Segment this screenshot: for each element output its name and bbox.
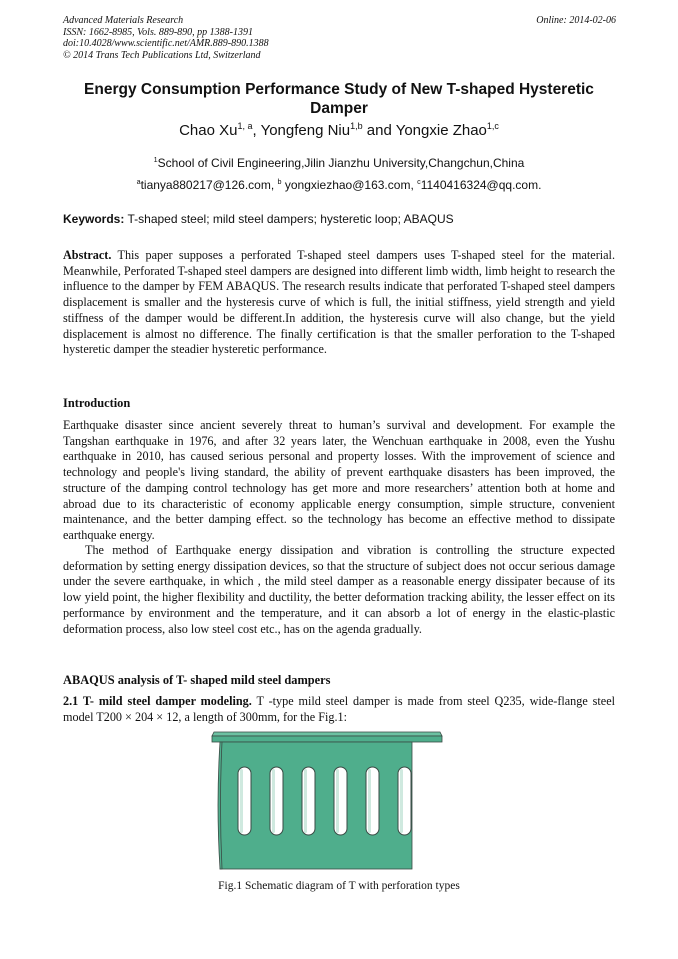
introduction-paragraph-2: The method of Earthquake energy dissipation and vibration is controlling the structure expected deformation by setting energy dissipation devices, so that the structure of subject does not occur serious damage under the severe earthquake, in which , the mild steel damper as a reasonable energy dissipater because of its low yield point, the higher flexibility and ductility, the better deformation tracking ability, the lesser effect on its performance by environment and the temperature, and it can absorb a lot of energy in the elastic-plastic deformation process, also low steel cost etc., has on the agenda gradually. — [63, 543, 615, 636]
t-damper-figure — [208, 729, 444, 871]
figure-caption: Fig.1 Schematic diagram of T with perforation types — [218, 880, 460, 892]
author-name: Chao Xu — [179, 122, 238, 139]
paper-title: Energy Consumption Performance Study of New T-shaped Hysteretic Damper — [84, 81, 594, 117]
affiliation-sup: 1 — [153, 155, 158, 164]
affiliation — [60, 156, 618, 170]
slot-inner-edge — [368, 769, 371, 833]
doi-line: doi:10.4028/www.scientific.net/AMR.889-890.1388 — [63, 38, 269, 49]
perforation-slot — [302, 767, 315, 835]
abaqus-section-heading: ABAQUS analysis of T- shaped mild steel dampers — [63, 673, 331, 687]
abstract — [63, 248, 615, 358]
author-name: Yongxie Zhao — [395, 122, 487, 139]
author-separator: , — [252, 122, 261, 139]
subsection-label: 2.1 T- mild steel damper modeling. — [63, 694, 252, 708]
copyright-line: © 2014 Trans Tech Publications Ltd, Switzerland — [63, 49, 261, 61]
author-separator: and — [362, 122, 396, 139]
keywords — [63, 212, 615, 226]
slot-inner-edge — [400, 769, 403, 833]
slot-inner-edge — [304, 769, 307, 833]
email-line — [60, 178, 618, 192]
author-sup: 1,b — [350, 121, 363, 131]
issn-line: ISSN: 1662-8985, Vols. 889-890, pp 1388-1391 — [63, 26, 253, 38]
online-date: Online: 2014-02-06 — [536, 15, 616, 26]
author-sup: 1,c — [486, 121, 499, 131]
email-text: 1140416324@qq.com. — [420, 178, 542, 192]
author-name: Yongfeng Niu — [260, 122, 351, 139]
perforation-slot — [270, 767, 283, 835]
introduction-paragraph-1: Earthquake disaster since ancient severely threat to human’s survival and development. For example the Tangshan earthquake in 1976, and after 32 years later, the Wenchuan earthquake in 2008, even the Yushu earthquake in 2010, has caused serious personal and property losses. With the improvement of science and technology and people's living standard, the ability of prevent earthquake disasters has been improved, the structure of the damping control technology has get more and more researchers’ attention both at home and abroad due to its characteristic of economy applicable energy consumption, simple structure, convenient maintenance, and the better damping effect. so the technology has become an effective method to dissipate earthquake energy. — [63, 418, 615, 542]
journal-header — [63, 15, 269, 61]
slot-inner-edge — [240, 769, 243, 833]
slot-inner-edge — [272, 769, 275, 833]
abstract-label: Abstract. — [63, 248, 112, 262]
perforation-slot — [398, 767, 411, 835]
email-sup: a — [136, 177, 141, 186]
journal-name: Advanced Materials Research — [63, 15, 184, 26]
flange-front — [212, 736, 442, 742]
email-text: tianya880217@126.com, — [140, 178, 278, 192]
subsection-text: T -type mild steel damper is made from steel Q235, wide-flange steel model T200 × 204 × 12, a length of 300mm, for the Fig.1: — [63, 694, 615, 724]
affiliation-text: School of Civil Engineering,Jilin Jianzhu University,Changchun,China — [157, 156, 525, 170]
email-sup: b — [277, 177, 282, 186]
introduction-heading: Introduction — [63, 396, 131, 410]
flange-top-face — [212, 732, 442, 736]
author-line — [60, 122, 618, 139]
keywords-text: T-shaped steel; mild steel dampers; hysteretic loop; ABAQUS — [124, 212, 454, 226]
perforation-slot — [238, 767, 251, 835]
perforation-slot — [366, 767, 379, 835]
slot-inner-edge — [336, 769, 339, 833]
modeling-paragraph — [63, 694, 615, 725]
keywords-label: Keywords: — [63, 212, 125, 226]
email-text: yongxiezhao@163.com, — [281, 178, 418, 192]
author-sup: 1, a — [237, 121, 253, 131]
perforation-slot — [334, 767, 347, 835]
email-sup: c — [417, 177, 421, 186]
abstract-text: This paper supposes a perforated T-shaped steel dampers uses T-shaped steel for the material. Meanwhile, Perforated T-shaped steel dampers are designed into different limb width, limb height to research the influence to the damper by FEM ABAQUS. The research results indicate that perforated T-shaped steel dampers displacement is smaller and the hysteresis curve of which is full, the initial stiffness, yield strength and yield stiffness of the damper would be different.In addition, the hysteresis curve will also change, but the yield displacement is almost no difference. The finally certification is that the smaller perforation to the T-shaped hysteretic damper the steadier hysteretic performance. — [63, 248, 615, 357]
